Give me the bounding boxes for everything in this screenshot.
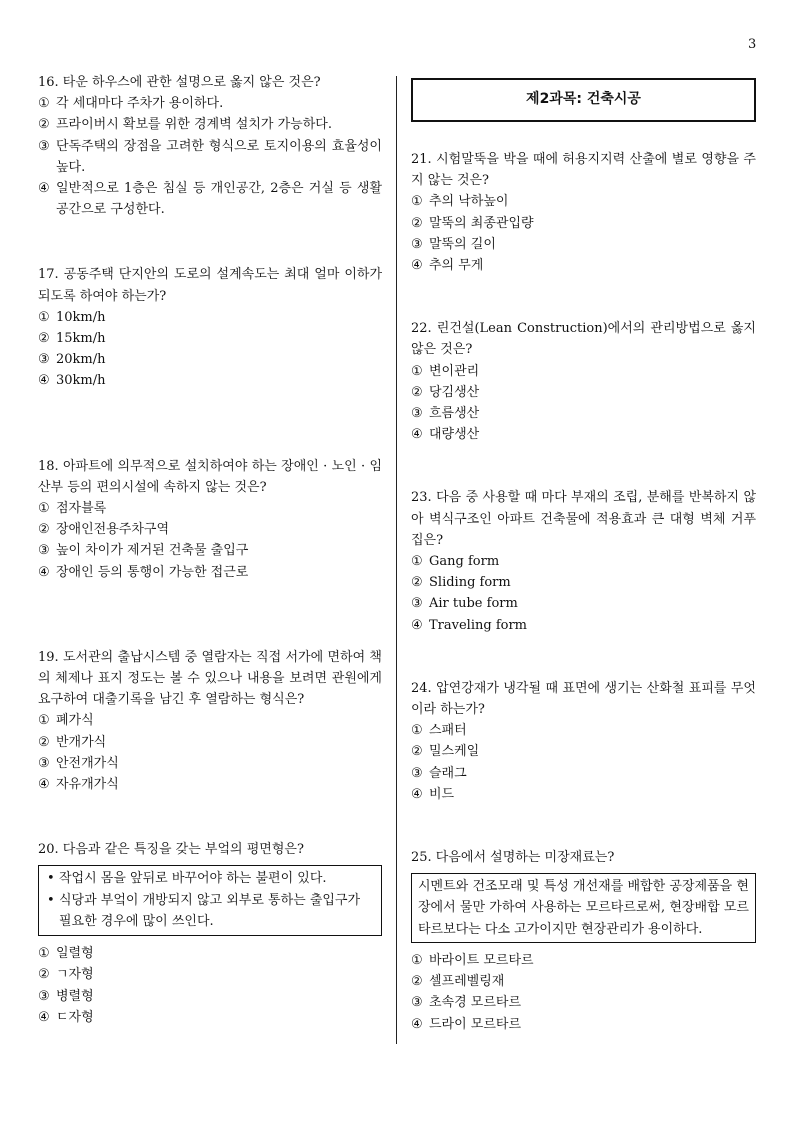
option-text: 추의 낙하높이: [429, 194, 509, 210]
option-1[interactable]: [411, 720, 756, 741]
question-16: [38, 72, 382, 220]
question-stem: 16. 타운 하우스에 관한 설명으로 옳지 않은 것은?: [38, 75, 321, 90]
option-marker: ④: [38, 181, 50, 197]
option-text: ㄷ자형: [56, 1009, 94, 1025]
option-text: 당김생산: [429, 384, 480, 400]
right-column: [411, 72, 756, 1035]
option-marker: ④: [411, 617, 423, 633]
question-22: [411, 318, 756, 445]
option-3[interactable]: [38, 986, 382, 1007]
option-text: 셀프레벨링재: [429, 974, 505, 990]
option-marker: ④: [411, 258, 423, 274]
option-3[interactable]: [38, 753, 382, 774]
option-4[interactable]: [411, 615, 756, 636]
question-stem: 21. 시험말뚝을 박을 때에 허용지지력 산출에 별로 영향을 주지 않는 것은?: [411, 152, 756, 189]
option-2[interactable]: [411, 572, 756, 593]
option-text: ㄱ자형: [56, 967, 94, 983]
option-marker: ②: [38, 522, 50, 538]
option-text: 말뚝의 길이: [429, 236, 496, 252]
left-column: [38, 72, 382, 1028]
option-4[interactable]: [411, 255, 756, 276]
option-marker: ①: [411, 194, 423, 210]
option-marker: ②: [411, 384, 423, 400]
question-stem: 25. 다음에서 설명하는 미장재료는?: [411, 850, 615, 866]
option-3[interactable]: [38, 349, 382, 370]
option-4[interactable]: [38, 370, 382, 391]
description-box: 시멘트와 건조모래 및 특성 개선재를 배합한 공장제품을 현장에서 물만 가하여 사용하는 모르타르로써, 현장배합 모르타르보다는 다소 고가이지만 현장관리가 용이하다.: [411, 873, 756, 943]
option-2[interactable]: [411, 382, 756, 403]
option-marker: ①: [38, 501, 50, 517]
option-text: Air tube form: [429, 596, 518, 612]
option-1[interactable]: [411, 950, 756, 971]
option-4[interactable]: [411, 1014, 756, 1035]
question-23: [411, 487, 756, 635]
option-text: 대량생산: [429, 427, 480, 443]
option-marker: ④: [411, 427, 423, 443]
option-marker: ③: [411, 406, 423, 422]
option-4[interactable]: [411, 424, 756, 445]
option-marker: ②: [38, 331, 50, 347]
subject-title-box: [411, 78, 756, 122]
option-text: 변이관리: [429, 363, 480, 379]
option-2[interactable]: [38, 328, 382, 349]
option-text: 드라이 모르타르: [429, 1016, 522, 1032]
feature-line: [47, 890, 373, 932]
option-text: Sliding form: [429, 575, 511, 591]
option-1[interactable]: [38, 710, 382, 731]
option-marker: ③: [411, 596, 423, 612]
question-stem: 23. 다음 중 사용할 때 마다 부재의 조립, 분해를 반복하지 않아 벽식구조인 아파트 건축물에 적용효과 큰 대형 벽체 거푸집은?: [411, 490, 756, 548]
bullet: •: [47, 871, 55, 887]
option-text: 각 세대마다 주차가 용이하다.: [56, 96, 224, 112]
question-stem: 20. 다음과 같은 특징을 갖는 부엌의 평면형은?: [38, 842, 304, 858]
page-number: 3: [748, 37, 757, 52]
option-text: 높이 차이가 제거된 건축물 출입구: [56, 543, 249, 559]
option-marker: ③: [38, 988, 50, 1004]
bullet: •: [47, 892, 55, 908]
option-text: 30km/h: [56, 373, 106, 389]
option-2[interactable]: [411, 741, 756, 762]
option-1[interactable]: [411, 551, 756, 572]
option-2[interactable]: [38, 519, 382, 540]
option-1[interactable]: [38, 498, 382, 519]
option-marker: ②: [411, 744, 423, 760]
option-marker: ④: [38, 777, 50, 793]
option-marker: ③: [38, 755, 50, 771]
option-text: 밀스케일: [429, 744, 480, 760]
option-marker: ③: [38, 543, 50, 559]
option-4[interactable]: [411, 784, 756, 805]
question-20: [38, 839, 382, 1028]
question-21: [411, 149, 756, 276]
option-2[interactable]: [38, 732, 382, 753]
option-2[interactable]: [411, 213, 756, 234]
option-marker: ③: [38, 352, 50, 368]
option-marker: ④: [38, 1009, 50, 1025]
option-4[interactable]: [38, 178, 382, 220]
option-text: 비드: [429, 786, 455, 802]
option-3[interactable]: [411, 992, 756, 1013]
option-text: 흐름생산: [429, 406, 480, 422]
option-1[interactable]: [38, 93, 382, 114]
option-text: 초속경 모르타르: [429, 995, 522, 1011]
option-marker: ①: [38, 309, 50, 325]
option-text: Traveling form: [429, 617, 527, 633]
feature-text: 작업시 몸을 앞뒤로 바꾸어야 하는 불편이 있다.: [59, 871, 327, 887]
question-stem: 19. 도서관의 출납시스템 중 열람자는 직접 서가에 면하여 책의 체제나 표지 정도는 볼 수 있으나 내용을 보려면 관원에게 요구하여 대출기록을 남긴 후 열람하는 형식은?: [38, 649, 382, 708]
question-25: [411, 847, 756, 1035]
option-text: 일렬형: [56, 946, 94, 962]
option-2[interactable]: [411, 971, 756, 992]
subject-title: 제2과목: 건축시공: [526, 91, 641, 108]
option-text: 스패터: [429, 723, 467, 739]
option-1[interactable]: [411, 361, 756, 382]
option-3[interactable]: [411, 234, 756, 255]
option-text: 추의 무게: [429, 258, 484, 274]
option-3[interactable]: [411, 593, 756, 614]
question-18: [38, 456, 382, 583]
option-3[interactable]: [38, 136, 382, 178]
feature-line: [47, 868, 373, 889]
option-text: 슬래그: [429, 765, 467, 781]
option-text: 20km/h: [56, 352, 106, 368]
question-24: [411, 678, 756, 805]
option-text: 장애인 등의 통행이 가능한 접근로: [56, 564, 249, 580]
option-marker: ③: [38, 138, 50, 154]
option-marker: ③: [411, 236, 423, 252]
column-divider: [396, 76, 397, 1044]
option-text: 폐가식: [56, 713, 94, 729]
option-4[interactable]: [38, 1007, 382, 1028]
option-marker: ①: [411, 363, 423, 379]
option-1[interactable]: [38, 943, 382, 964]
option-marker: ④: [411, 786, 423, 802]
option-2[interactable]: [38, 964, 382, 985]
option-marker: ③: [411, 765, 423, 781]
option-text: 자유개가식: [56, 777, 119, 793]
option-text: 점자블록: [56, 501, 107, 517]
option-2[interactable]: [38, 114, 382, 135]
question-17: [38, 264, 382, 391]
option-marker: ④: [411, 1016, 423, 1032]
option-marker: ②: [411, 215, 423, 231]
option-text: 장애인전용주차구역: [56, 522, 170, 538]
option-marker: ②: [38, 967, 50, 983]
option-text: 프라이버시 확보를 위한 경계벽 설치가 가능하다.: [56, 117, 332, 133]
feature-text: 식당과 부엌이 개방되지 않고 외부로 통하는 출입구가 필요한 경우에 많이 쓰인다.: [59, 892, 361, 929]
option-text: 바라이트 모르타르: [429, 952, 534, 968]
option-3[interactable]: [411, 763, 756, 784]
option-4[interactable]: [38, 562, 382, 583]
option-text: 반개가식: [56, 734, 107, 750]
option-marker: ①: [411, 723, 423, 739]
option-3[interactable]: [411, 403, 756, 424]
option-marker: ①: [411, 952, 423, 968]
option-text: Gang form: [429, 554, 500, 570]
option-marker: ①: [38, 96, 50, 112]
option-text: 일반적으로 1층은 침실 등 개인공간, 2층은 거실 등 생활공간으로 구성한다.: [56, 181, 382, 218]
option-text: 15km/h: [56, 331, 106, 347]
feature-box: [38, 865, 382, 936]
option-3[interactable]: [38, 540, 382, 561]
option-marker: ①: [411, 554, 423, 570]
question-stem: 24. 압연강재가 냉각될 때 표면에 생기는 산화철 표피를 무엇이라 하는가?: [411, 680, 756, 718]
option-marker: ②: [411, 974, 423, 990]
option-text: 단독주택의 장점을 고려한 형식으로 토지이용의 효율성이 높다.: [56, 138, 382, 175]
option-text: 말뚝의 최종관입량: [429, 215, 534, 231]
option-marker: ②: [38, 117, 50, 133]
question-stem: 18. 아파트에 의무적으로 설치하여야 하는 장애인 · 노인 · 임산부 등의 편의시설에 속하지 않는 것은?: [38, 458, 382, 495]
option-marker: ②: [38, 734, 50, 750]
option-text: 안전개가식: [56, 755, 119, 771]
question-stem: 22. 린건설(Lean Construction)에서의 관리방법으로 옳지 않은 것은?: [411, 321, 756, 358]
option-text: 10km/h: [56, 309, 106, 325]
option-1[interactable]: [411, 191, 756, 212]
option-4[interactable]: [38, 774, 382, 795]
option-marker: ①: [38, 946, 50, 962]
option-marker: ④: [38, 373, 50, 389]
option-marker: ②: [411, 575, 423, 591]
option-1[interactable]: [38, 307, 382, 328]
question-19: [38, 647, 382, 795]
option-marker: ③: [411, 995, 423, 1011]
option-marker: ①: [38, 713, 50, 729]
question-stem: 17. 공동주택 단지안의 도로의 설계속도는 최대 얼마 이하가 되도록 하여야 하는가?: [38, 267, 382, 304]
option-marker: ④: [38, 564, 50, 580]
option-text: 병렬형: [56, 988, 94, 1004]
